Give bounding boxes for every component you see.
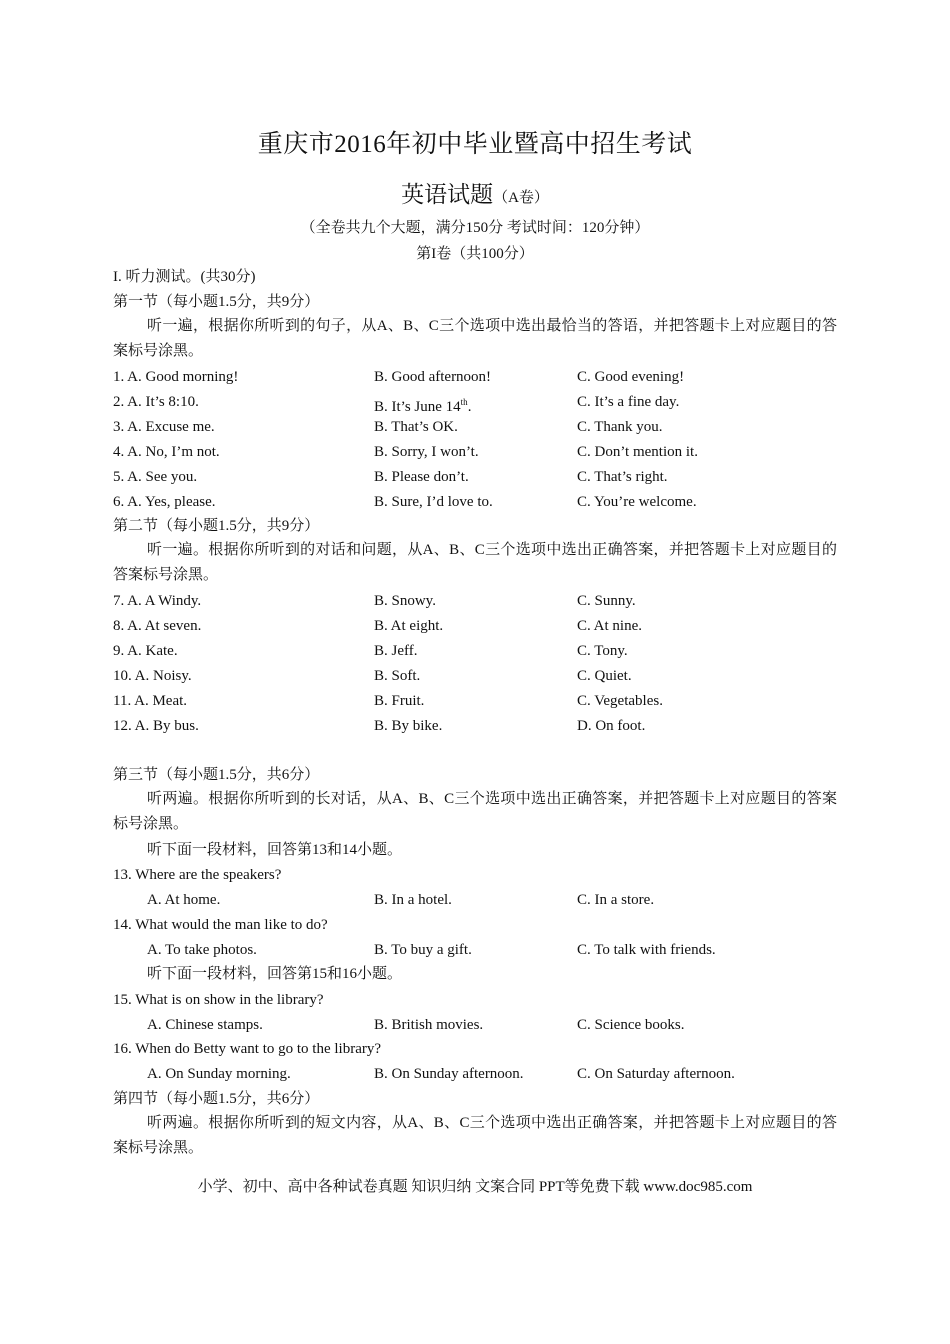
q16-question: 16. When do Betty want to go to the library? — [113, 1041, 382, 1057]
q13-option-b: B. In a hotel. — [374, 892, 452, 908]
q2-option-b-sup: th — [460, 397, 468, 407]
q9-option-a: 9. A. Kate. — [113, 643, 178, 659]
exam-info: （全卷共九个大题，满分150分 考试时间：120分钟） — [300, 220, 650, 236]
q5-option-b: B. Please don’t. — [374, 469, 469, 485]
part-heading: 第I卷（共100分） — [416, 246, 534, 262]
q8-option-c: C. At nine. — [577, 618, 643, 634]
section-heading: I. 听力测试。(共30分) — [113, 269, 256, 285]
q11-option-b: B. Fruit. — [374, 693, 425, 709]
q16-option-a: A. On Sunday morning. — [147, 1066, 291, 1082]
q15-option-c: C. Science books. — [577, 1017, 685, 1033]
q2-option-c: C. It’s a fine day. — [577, 394, 680, 410]
q8-option-b: B. At eight. — [374, 618, 444, 634]
q1-option-b: B. Good afternoon! — [374, 369, 492, 385]
volume-label: （A卷） — [493, 190, 549, 206]
s1-instruction: 听一遍，根据你所听到的句子，从A、B、C三个选项中选出最恰当的答语，并把答题卡上对应题目的答案标号涂黑。 — [113, 318, 837, 359]
q3-option-c: C. Thank you. — [577, 419, 663, 435]
subject-label: 英语试题 — [401, 182, 494, 207]
q12-option-a: 12. A. By bus. — [113, 718, 199, 734]
s3-material-1: 听下面一段材料，回答第13和14小题。 — [147, 842, 403, 858]
q7-option-c: C. Sunny. — [577, 593, 636, 609]
s3-heading: 第三节（每小题1.5分，共6分） — [113, 767, 320, 783]
q10-option-c: C. Quiet. — [577, 668, 632, 684]
q5-option-c: C. That’s right. — [577, 469, 668, 485]
page-footer: 小学、初中、高中各种试卷真题 知识归纳 文案合同 PPT等免费下载 www.doc985.com — [197, 1179, 753, 1195]
s2-heading: 第二节（每小题1.5分，共9分） — [113, 518, 320, 534]
q2-option-b-text: B. It’s June 14 — [374, 399, 461, 415]
q3-option-b: B. That’s OK. — [374, 419, 458, 435]
q5-option-a: 5. A. See you. — [113, 469, 198, 485]
q7-option-b: B. Snowy. — [374, 593, 436, 609]
q13-option-a: A. At home. — [147, 892, 221, 908]
q1-option-a: 1. A. Good morning! — [113, 369, 239, 385]
q2-option-b — [374, 392, 471, 417]
q2-option-b-end: . — [467, 399, 472, 415]
q13-question: 13. Where are the speakers? — [113, 867, 282, 883]
q4-option-b: B. Sorry, I won’t. — [374, 444, 479, 460]
q2-option-a: 2. A. It’s 8:10. — [113, 394, 199, 410]
q10-option-b: B. Soft. — [374, 668, 421, 684]
s3-material-2: 听下面一段材料，回答第15和16小题。 — [147, 966, 403, 982]
q15-option-b: B. British movies. — [374, 1017, 484, 1033]
q7-option-a: 7. A. A Windy. — [113, 593, 202, 609]
q14-option-c: C. To talk with friends. — [577, 942, 716, 958]
q12-option-c: D. On foot. — [577, 718, 646, 734]
q10-option-a: 10. A. Noisy. — [113, 668, 192, 684]
s2-instruction: 听一遍。根据你所听到的对话和问题，从A、B、C三个选项中选出正确答案，并把答题卡上对应题目的答案标号涂黑。 — [113, 542, 837, 583]
exam-subject — [0, 176, 950, 209]
q15-question: 15. What is on show in the library? — [113, 992, 324, 1008]
q14-option-a: A. To take photos. — [147, 942, 257, 958]
q4-option-a: 4. A. No, I’m not. — [113, 444, 220, 460]
q11-option-a: 11. A. Meat. — [113, 693, 188, 709]
q16-option-c: C. On Saturday afternoon. — [577, 1066, 735, 1082]
q15-option-a: A. Chinese stamps. — [147, 1017, 263, 1033]
q9-option-b: B. Jeff. — [374, 643, 418, 659]
q14-question: 14. What would the man like to do? — [113, 917, 328, 933]
q16-option-b: B. On Sunday afternoon. — [374, 1066, 524, 1082]
q3-option-a: 3. A. Excuse me. — [113, 419, 215, 435]
s3-instruction: 听两遍。根据你所听到的长对话，从A、B、C三个选项中选出正确答案，并把答题卡上对应题目的答案标号涂黑。 — [113, 791, 837, 832]
q8-option-a: 8. A. At seven. — [113, 618, 202, 634]
q14-option-b: B. To buy a gift. — [374, 942, 472, 958]
q9-option-c: C. Tony. — [577, 643, 628, 659]
s4-heading: 第四节（每小题1.5分，共6分） — [113, 1091, 320, 1107]
s1-heading: 第一节（每小题1.5分，共9分） — [113, 294, 320, 310]
s4-instruction: 听两遍。根据你所听到的短文内容，从A、B、C三个选项中选出正确答案，并把答题卡上对应题目的答案标号涂黑。 — [113, 1115, 837, 1156]
q11-option-c: C. Vegetables. — [577, 693, 663, 709]
q4-option-c: C. Don’t mention it. — [577, 444, 698, 460]
q1-option-c: C. Good evening! — [577, 369, 685, 385]
q6-option-b: B. Sure, I’d love to. — [374, 494, 493, 510]
q12-option-b: B. By bike. — [374, 718, 443, 734]
q6-option-a: 6. A. Yes, please. — [113, 494, 216, 510]
q13-option-c: C. In a store. — [577, 892, 655, 908]
q6-option-c: C. You’re welcome. — [577, 494, 697, 510]
exam-title: 重庆市2016年初中毕业暨高中招生考试 — [257, 131, 693, 158]
